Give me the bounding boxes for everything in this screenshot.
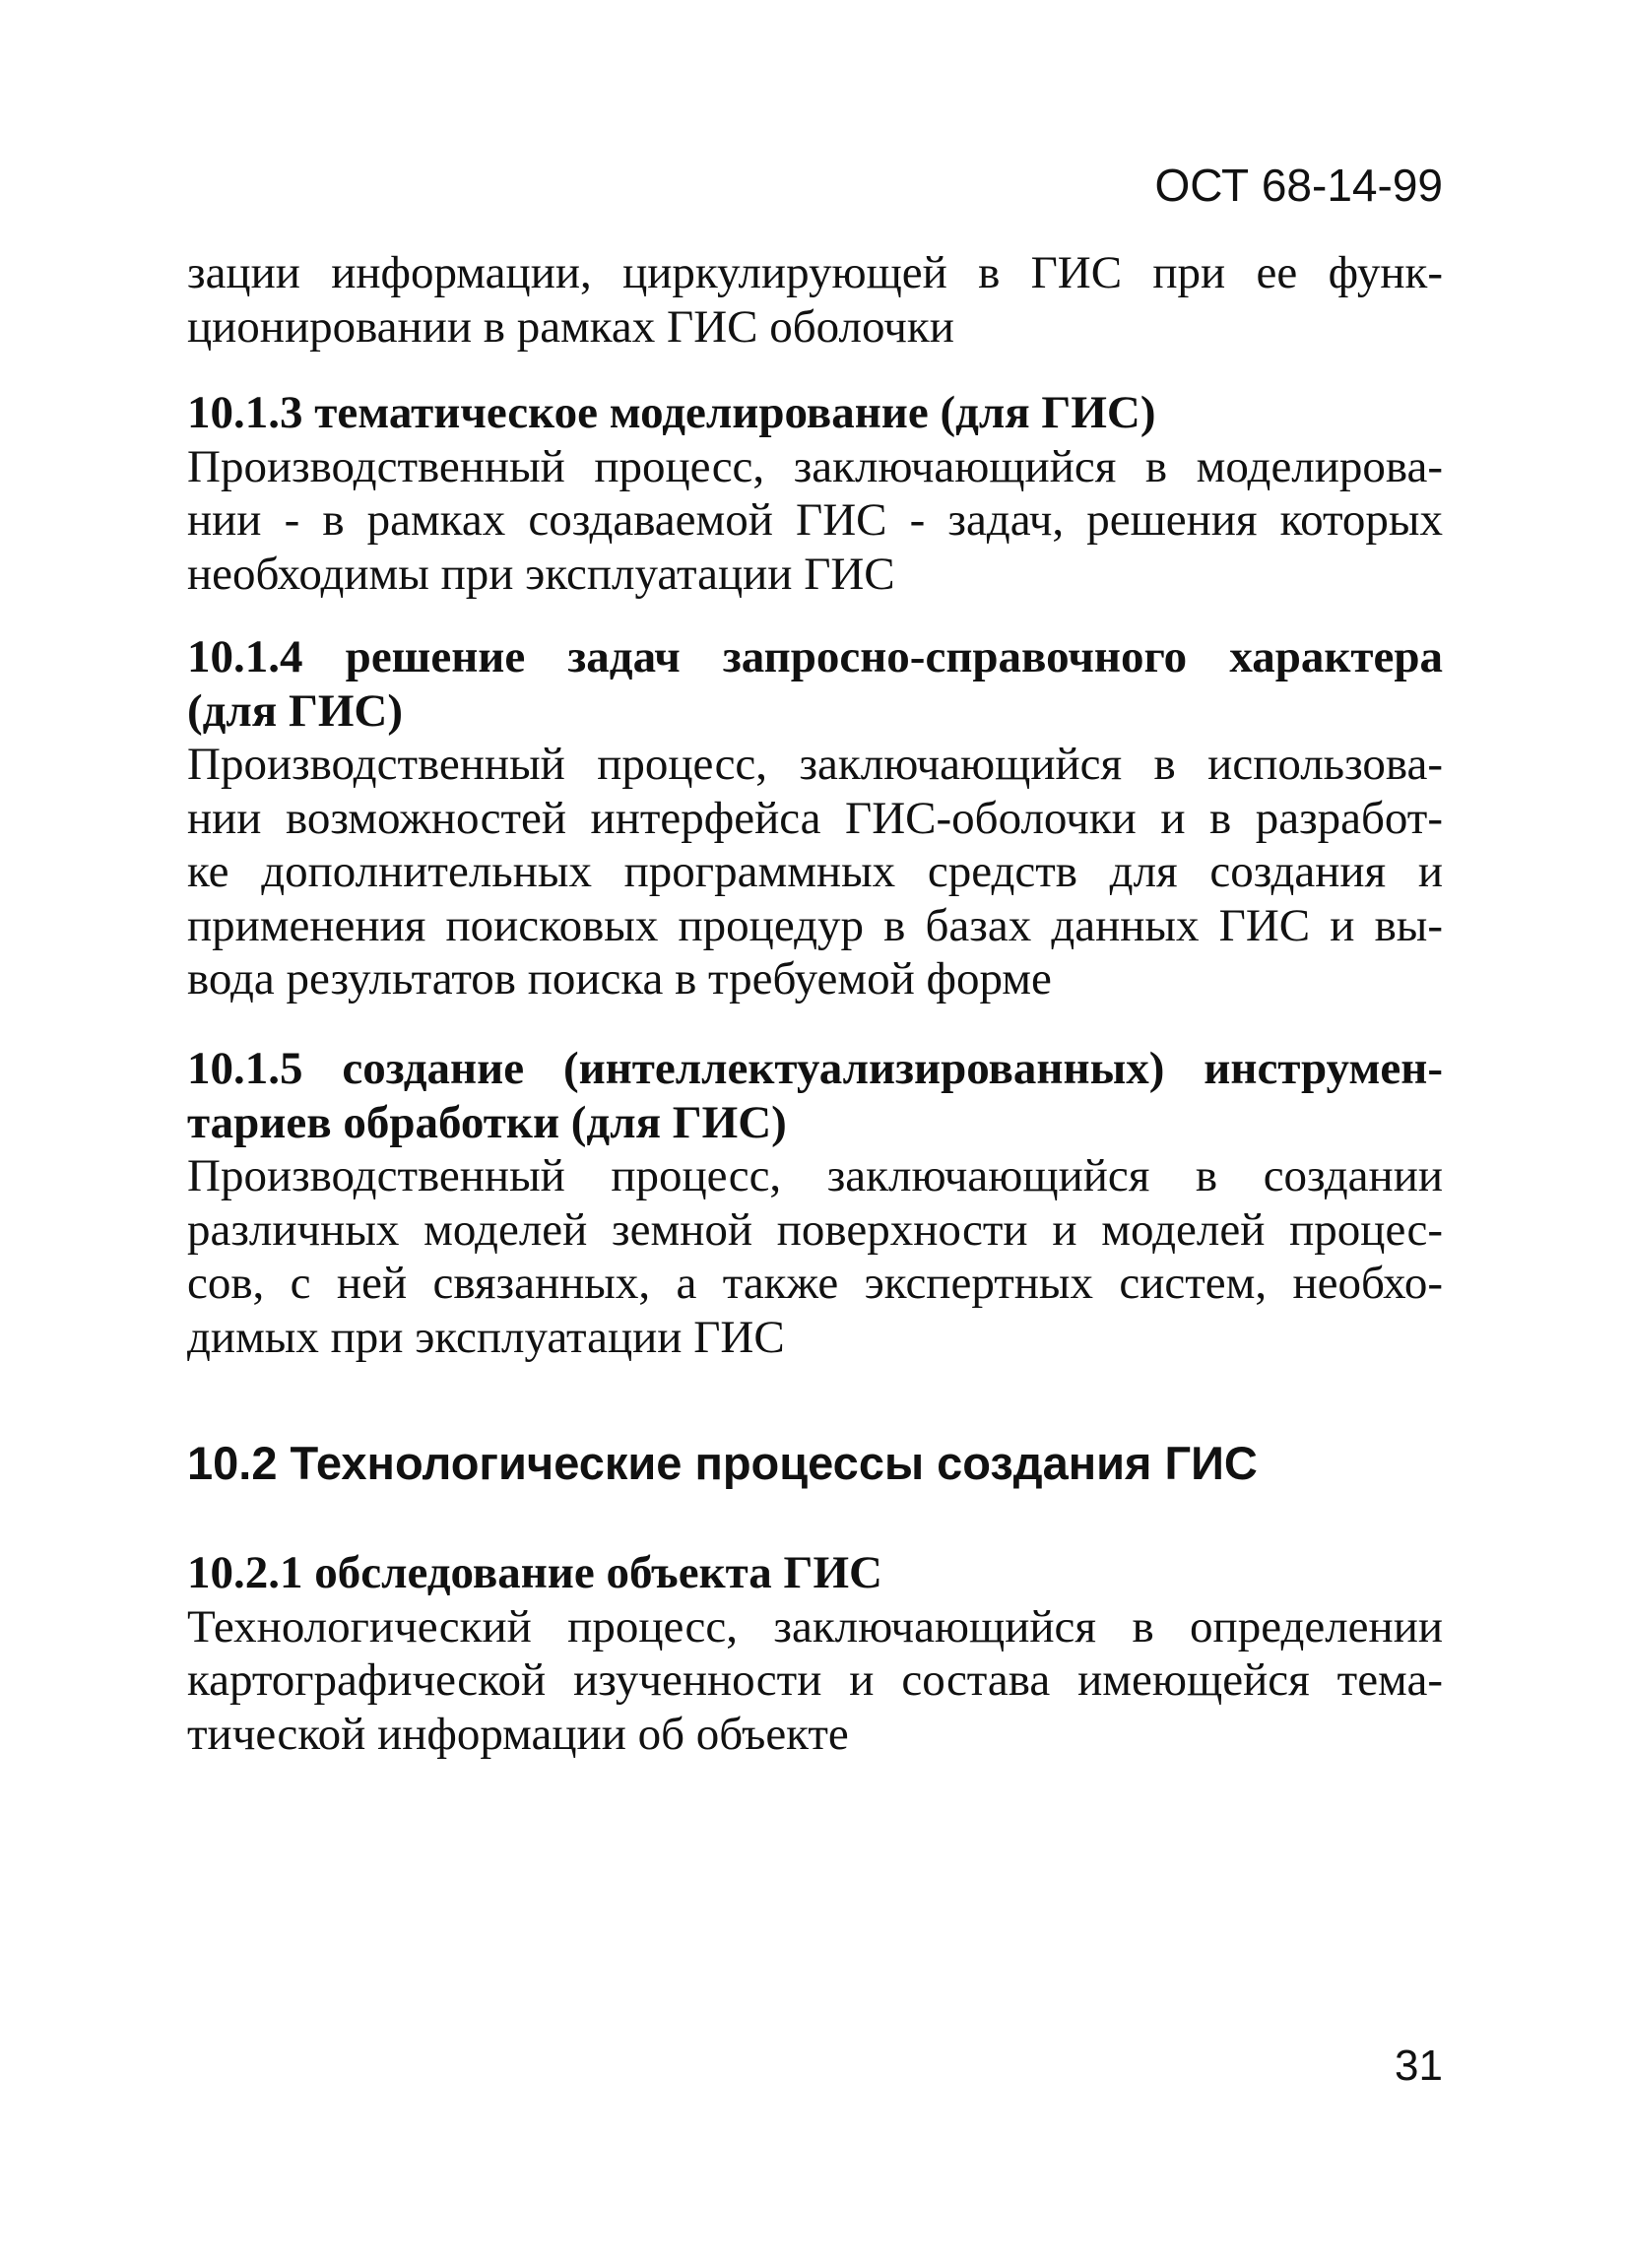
definition-line: Производственный процесс, заключающийся в моделирова- (187, 440, 1443, 492)
definition-line: Технологический процесс, заключающийся в определении (187, 1600, 1443, 1652)
document-code: ОСТ 68-14-99 (1154, 160, 1443, 211)
term-heading: 10.1.3 тематическое моделирование (для ГИС) (187, 387, 1156, 438)
definition-line: ке дополнительных программных средств для создания и (187, 846, 1443, 897)
section-title: 10.2 Технологические процессы создания ГИС (187, 1437, 1258, 1489)
definition-line: необходимы при эксплуатации ГИС (187, 548, 895, 600)
definition-line: нии - в рамках создаваемой ГИС - задач, решения которых (187, 494, 1443, 546)
definition-line: применения поисковых процедур в базах данных ГИС и вы- (187, 899, 1443, 951)
definition-line: различных моделей земной поверхности и моделей процес- (187, 1203, 1443, 1256)
definition-line: вода результатов поиска в требуемой форме (187, 953, 1052, 1004)
term-heading: 10.2.1 обследование объекта ГИС (187, 1547, 882, 1598)
term-heading: тариев обработки (для ГИС) (187, 1096, 787, 1148)
continuation-line: зации информации, циркулирующей в ГИС при ее функ- (187, 247, 1443, 298)
definition-line: тической информации об объекте (187, 1708, 849, 1760)
term-heading: (для ГИС) (187, 684, 404, 737)
continuation-line: ционировании в рамках ГИС оболочки (187, 300, 954, 353)
definition-line: димых при эксплуатации ГИС (187, 1311, 785, 1363)
term-10-1-3 (187, 386, 1443, 601)
term-10-2-1 (187, 1546, 1443, 1761)
continuation-paragraph (187, 246, 1443, 354)
term-10-1-4 (187, 630, 1443, 1006)
section-10-2 (187, 1436, 1443, 1491)
definition-line: картографической изученности и состава имеющейся тема- (187, 1654, 1443, 1706)
term-10-1-5 (187, 1042, 1443, 1364)
definition-line: сов, с ней связанных, а также экспертных систем, необхо- (187, 1258, 1443, 1309)
term-heading: 10.1.4 решение задач запросно-справочного характера (187, 631, 1443, 682)
definition-line: Производственный процесс, заключающийся в создании (187, 1150, 1443, 1201)
page-number: 31 (1395, 2041, 1443, 2090)
term-heading: 10.1.5 создание (интеллектуализированных) инструмен- (187, 1043, 1443, 1094)
definition-line: Производственный процесс, заключающийся в использова- (187, 739, 1443, 790)
definition-line: нии возможностей интерфейса ГИС-оболочки и в разработ- (187, 792, 1443, 844)
